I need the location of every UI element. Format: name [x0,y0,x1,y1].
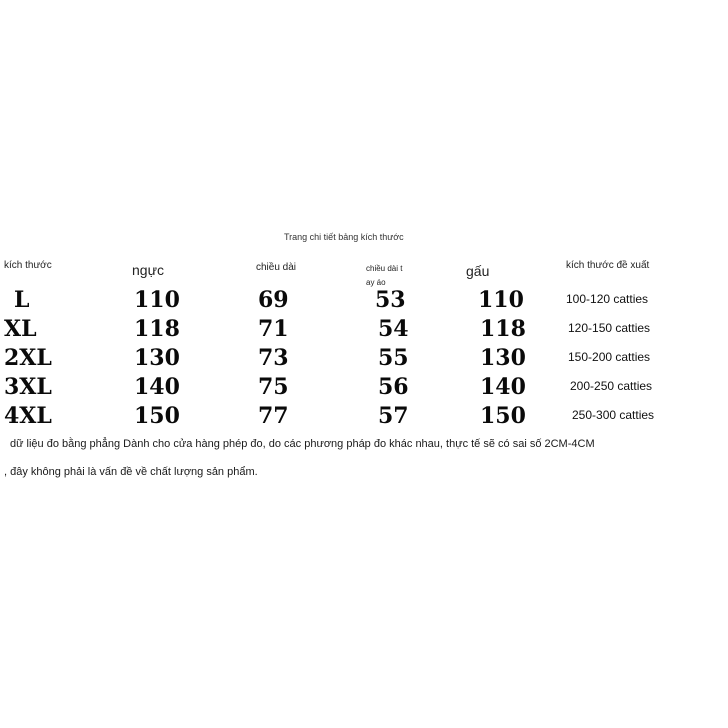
row-hem: 130 [480,345,526,371]
row-hem: 150 [480,403,526,429]
row-chest: 140 [134,374,180,400]
row-size: 3XL [4,374,52,400]
row-length: 73 [258,345,289,371]
row-length: 71 [258,316,289,342]
note-measurement: dữ liệu đo bằng phẳng Dành cho cửa hàng phép đo, do các phương pháp đo khác nhau, thực tế sẽ có sai số 2CM-4CM [10,438,595,450]
row-chest: 110 [134,287,180,313]
header-suggested: kích thước đề xuất [566,260,650,271]
row-length: 75 [258,374,289,400]
row-suggested: 200-250 catties [570,379,653,393]
row-length: 69 [258,287,289,313]
row-suggested: 100-120 catties [566,292,649,306]
row-length: 77 [258,403,289,429]
row-suggested: 250-300 catties [572,408,655,422]
row-hem: 110 [478,287,524,313]
row-hem: 140 [480,374,526,400]
header-sleeve-line1: chiều dài t [366,264,403,273]
header-sleeve-line2: ay áo [366,278,386,287]
row-size: XL [4,316,37,342]
row-suggested: 120-150 catties [568,321,651,335]
row-sleeve: 55 [378,345,409,371]
header-size: kích thước [4,260,52,271]
row-chest: 130 [134,345,180,371]
note-quality: , đây không phải là vấn đề về chất lượng sản phẩm. [4,466,258,478]
row-sleeve: 57 [378,403,409,429]
row-suggested: 150-200 catties [568,350,651,364]
row-sleeve: 53 [375,287,406,313]
header-chest: ngực [132,262,164,278]
chart-title: Trang chi tiết bảng kích thước [284,232,404,242]
header-sleeve [366,262,402,290]
row-sleeve: 56 [378,374,409,400]
row-chest: 150 [134,403,180,429]
row-chest: 118 [134,316,180,342]
header-length: chiều dài [256,262,297,273]
row-size: 4XL [4,403,52,429]
row-sleeve: 54 [378,316,409,342]
row-hem: 118 [480,316,526,342]
header-hem: gấu [466,263,490,279]
row-size: L [14,287,30,313]
row-size: 2XL [4,345,52,371]
